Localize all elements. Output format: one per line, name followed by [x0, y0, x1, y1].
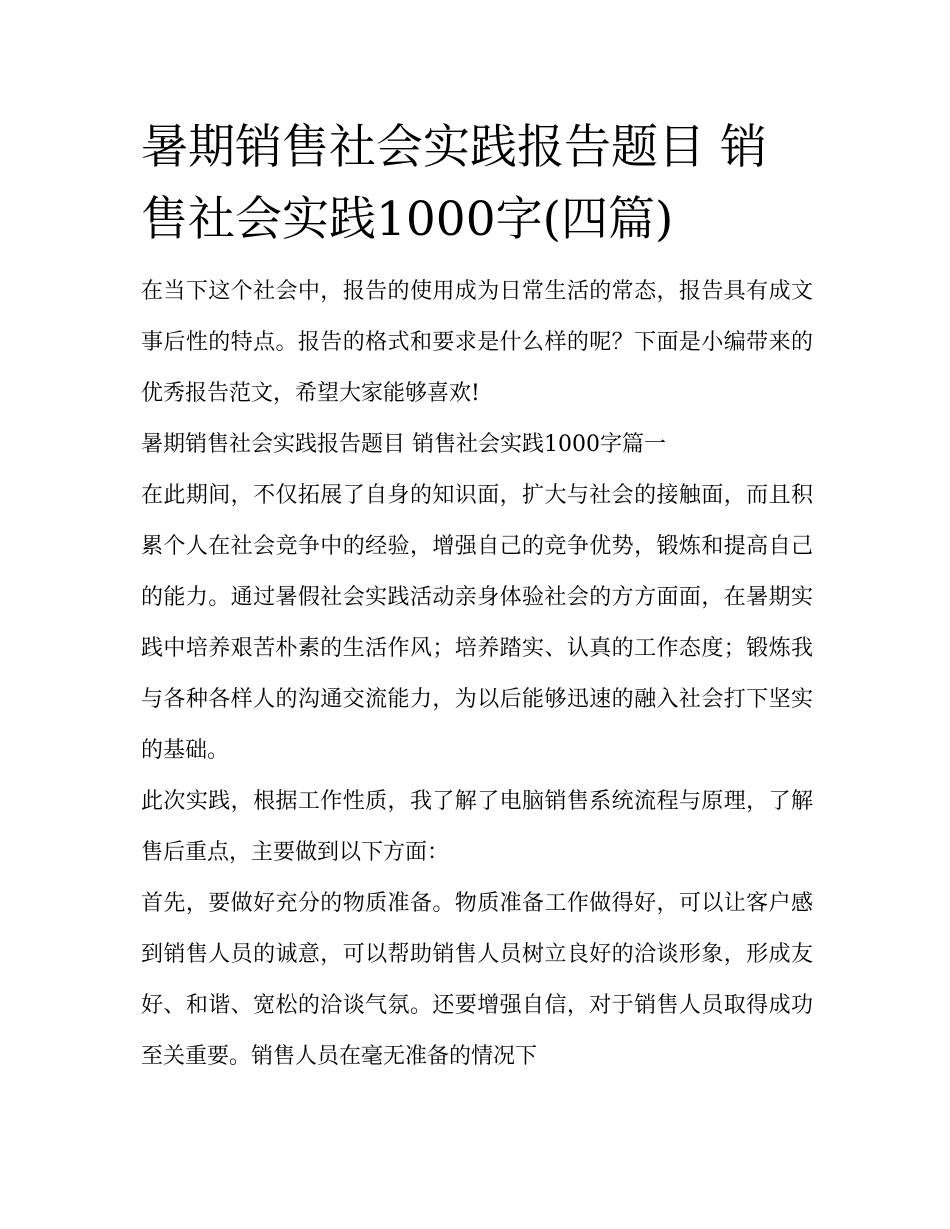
document-page: [141, 112, 813, 1082]
body-paragraph: 在此期间，不仅拓展了自身的知识面，扩大与社会的接触面，而且积累个人在社会竞争中的经验，增强自己的竞争优势，锻炼和提高自己的能力。通过暑假社会实践活动亲身体验社会的方方面面，在暑期实践中培养艰苦朴素的生活作风；培养踏实、认真的工作态度；锻炼我与各种各样人的沟通交流能力，为以后能够迅速的融入社会打下坚实的基础。: [141, 483, 813, 763]
section-heading: 暑期销售社会实践报告题目 销售社会实践1000字篇一: [141, 432, 666, 457]
body-paragraph: 此次实践，根据工作性质，我了解了电脑销售系统流程与原理，了解售后重点，主要做到以下方面：: [141, 789, 813, 865]
body-paragraph: 首先，要做好充分的物质准备。物质准备工作做得好，可以让客户感到销售人员的诚意，可以帮助销售人员树立良好的洽谈形象，形成友好、和谐、宽松的洽谈气氛。还要增强自信，对于销售人员取得成功至关重要。销售人员在毫无准备的情况下: [141, 891, 813, 1069]
document-title: 暑期销售社会实践报告题目 销售社会实践1000字(四篇): [141, 120, 767, 247]
document-body: [141, 266, 813, 1082]
intro-paragraph: 在当下这个社会中，报告的使用成为日常生活的常态，报告具有成文事后性的特点。报告的格式和要求是什么样的呢？下面是小编带来的优秀报告范文，希望大家能够喜欢!: [141, 279, 813, 406]
